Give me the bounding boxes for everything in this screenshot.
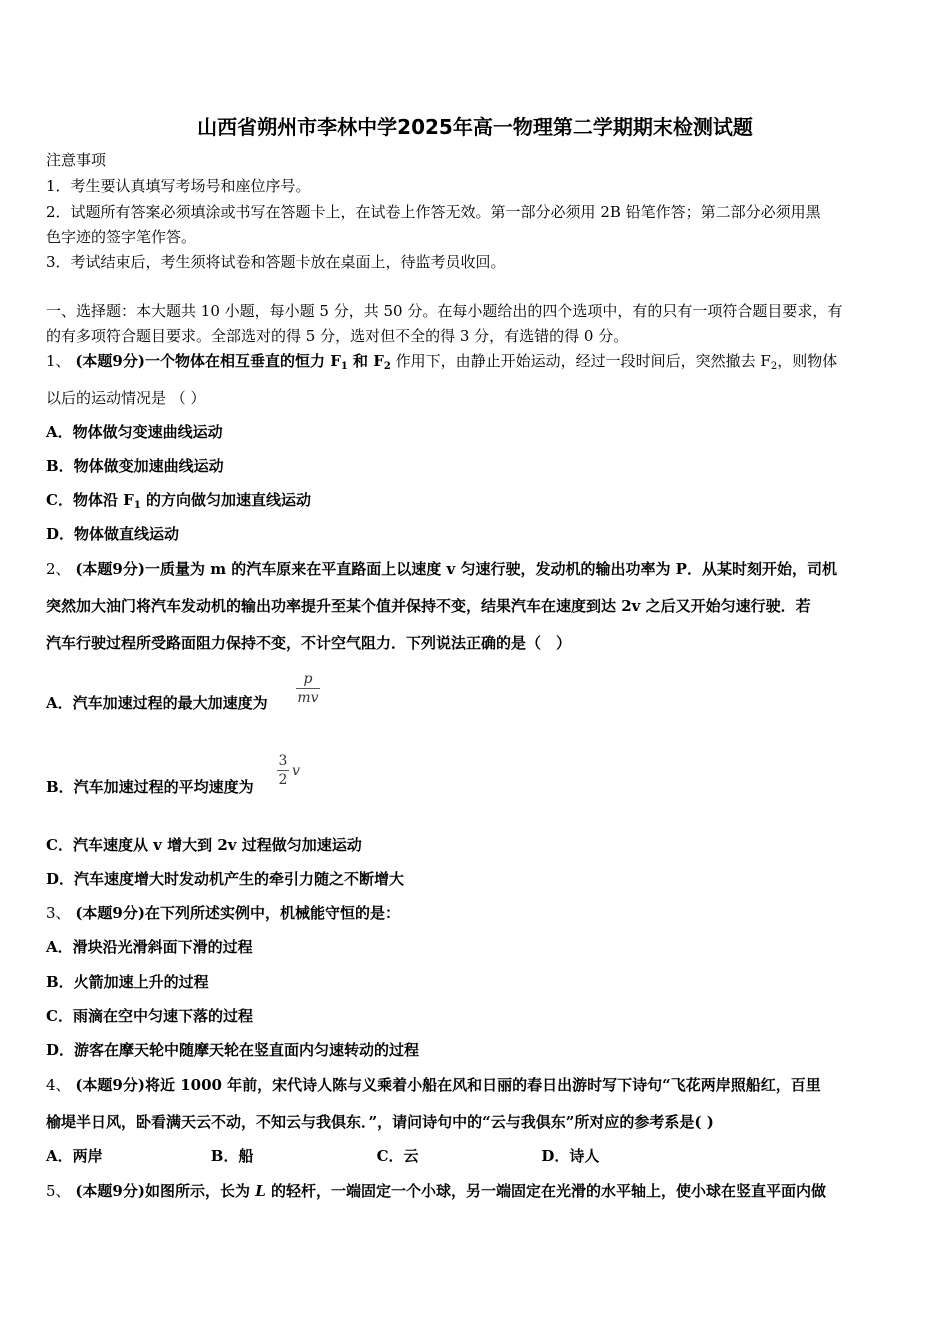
question-1-option-a: A．物体做匀变速曲线运动 xyxy=(46,423,223,441)
question-1-option-c xyxy=(46,490,311,510)
fraction-denominator: 2 xyxy=(278,772,288,788)
notice-item-2-cont: 色字迹的签字笔作答。 xyxy=(46,228,197,246)
question-3-option-a: A．滑块沿光滑斜面下滑的过程 xyxy=(46,938,253,956)
question-1-sub-1: 1 xyxy=(340,361,348,372)
question-4-points: (本题9分) xyxy=(75,1076,145,1094)
notice-heading: 注意事项 xyxy=(46,151,107,169)
question-1-option-b: B．物体做变加速曲线运动 xyxy=(46,457,224,475)
question-4-stem xyxy=(46,1075,821,1095)
question-5-number: 5、 xyxy=(46,1182,71,1200)
question-2-points: (本题9分) xyxy=(75,560,145,578)
notice-item-3: 3．考试结束后，考生须将试卷和答题卡放在桌面上，待监考员收回。 xyxy=(46,253,506,271)
question-3-option-c: C．雨滴在空中匀速下落的过程 xyxy=(46,1007,253,1025)
question-5-text-b: 的轻杆，一端固定一个小球，另一端固定在光滑的水平轴上，使小球在竖直平面内做 xyxy=(265,1182,826,1200)
question-1-stem-cont: 以后的运动情况是 （ ） xyxy=(46,389,206,407)
question-3-option-d: D．游客在摩天轮中随摩天轮在竖直面内匀速转动的过程 xyxy=(46,1041,420,1059)
question-5-variable: L xyxy=(255,1182,266,1200)
question-1-option-c-text-a: C．物体沿 F xyxy=(46,491,134,509)
question-1-option-c-sub: 1 xyxy=(133,500,141,511)
fraction-numerator: p xyxy=(303,671,313,687)
notice-item-2: 2．试题所有答案必须填涂或书写在答题卡上，在试卷上作答无效。第一部分必须用 2B 铅笔作答；第二部分必须用黑 xyxy=(46,203,821,221)
question-5-points: (本题9分) xyxy=(75,1182,145,1200)
question-1-stem xyxy=(46,351,837,371)
question-4-option-c: C．云 xyxy=(376,1147,419,1165)
question-4-option-d: D．诗人 xyxy=(541,1147,600,1165)
question-4-line-1: 将近 1000 年前，宋代诗人陈与义乘着小船在风和日丽的春日出游时写下诗句“飞花两岸照船红，百里 xyxy=(144,1076,821,1094)
question-2-line-1: 一质量为 m 的汽车原来在平直路面上以速度 v 匀速行驶，发动机的输出功率为 P．从某时刻开始，司机 xyxy=(144,560,837,578)
question-1-option-d: D．物体做直线运动 xyxy=(46,525,180,543)
fraction-denominator: mv xyxy=(297,690,319,706)
question-1-text-c: 作用下，由静止开始运动，经过一段时间后，突然撤去 F xyxy=(390,352,771,370)
question-2-stem-line-2: 突然加大油门将汽车发动机的输出功率提升至某个值并保持不变，结果汽车在速度到达 2v 之后又开始匀速行驶．若 xyxy=(46,597,811,615)
question-2-option-b: B．汽车加速过程的平均速度为 xyxy=(46,778,254,796)
question-3-text: 在下列所述实例中，机械能守恒的是： xyxy=(144,904,400,922)
question-1-sub-2: 2 xyxy=(383,361,391,372)
question-5-stem xyxy=(46,1181,826,1201)
question-2-option-a: A．汽车加速过程的最大加速度为 xyxy=(46,694,268,712)
question-2-stem xyxy=(46,559,837,579)
question-5-text-a: 如图所示，长为 xyxy=(144,1182,256,1200)
question-2-option-a-fraction xyxy=(296,670,320,707)
page-title: 山西省朔州市李林中学2025年高一物理第二学期期末检测试题 xyxy=(197,115,753,139)
notice-item-1: 1．考生要认真填写考场号和座位序号。 xyxy=(46,177,311,195)
question-3-option-b: B．火箭加速上升的过程 xyxy=(46,973,209,991)
question-1-number: 1、 xyxy=(46,352,71,370)
question-2-option-d: D．汽车速度增大时发动机产生的牵引力随之不断增大 xyxy=(46,870,405,888)
question-3-stem xyxy=(46,903,400,923)
question-4-stem-line-2: 榆堤半日风，卧看满天云不动，不知云与我俱东．”，请问诗句中的“云与我俱东”所对应的参考系是( ) xyxy=(46,1113,714,1131)
question-2-number: 2、 xyxy=(46,560,71,578)
question-2-stem-line-3: 汽车行驶过程所受路面阻力保持不变，不计空气阻力．下列说法正确的是（ ） xyxy=(46,634,572,652)
question-2-option-b-variable: v xyxy=(292,763,300,779)
question-4-option-a: A．两岸 xyxy=(46,1147,103,1165)
question-2-option-c: C．汽车速度从 v 增大到 2v 过程做匀加速运动 xyxy=(46,836,362,854)
fraction-numerator: 3 xyxy=(278,753,288,769)
question-4-options xyxy=(46,1146,905,1166)
question-1-text-a: 一个物体在相互垂直的恒力 F xyxy=(144,352,341,370)
question-1-sub-3: 2 xyxy=(770,361,778,372)
question-1-option-c-text-b: 的方向做匀加速直线运动 xyxy=(140,491,312,509)
question-4-option-b: B．船 xyxy=(210,1147,254,1165)
question-1-points: (本题9分) xyxy=(75,352,145,370)
question-4-number: 4、 xyxy=(46,1076,71,1094)
question-1-text-b: 和 F xyxy=(347,352,384,370)
section-intro-line-2: 的有多项符合题目要求。全部选对的得 5 分，选对但不全的得 3 分，有选错的得 0 分。 xyxy=(46,327,629,345)
question-3-number: 3、 xyxy=(46,904,71,922)
question-3-points: (本题9分) xyxy=(75,904,145,922)
question-2-option-b-fraction xyxy=(277,752,289,789)
section-intro-line-1: 一、选择题：本大题共 10 小题，每小题 5 分，共 50 分。在每小题给出的四个选项中，有的只有一项符合题目要求，有 xyxy=(46,302,843,320)
question-1-text-d: ，则物体 xyxy=(777,352,838,370)
